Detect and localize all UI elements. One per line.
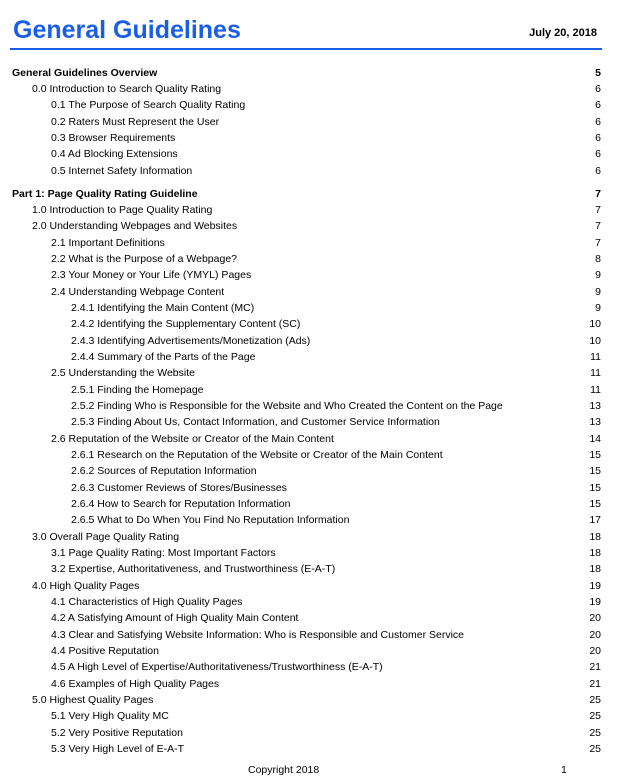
document-header: [13, 14, 601, 46]
toc-entry[interactable]: [51, 146, 601, 162]
footer-page-number: 1: [561, 764, 567, 776]
toc-entry-title: 2.6.3 Customer Reviews of Stores/Businesses: [71, 482, 287, 494]
toc-entry-page: 21: [589, 661, 601, 673]
toc-entry-page: 18: [589, 547, 601, 559]
toc-entry[interactable]: [71, 333, 601, 349]
toc-entry-page: 15: [589, 498, 601, 510]
toc-entry[interactable]: [71, 316, 601, 332]
toc-entry-page: 6: [595, 99, 601, 111]
toc-entry-page: 19: [589, 596, 601, 608]
toc-entry[interactable]: [51, 594, 601, 610]
toc-entry-page: 13: [589, 416, 601, 428]
toc-entry-title: 4.6 Examples of High Quality Pages: [51, 678, 220, 690]
toc-entry-page: 8: [595, 253, 601, 265]
toc-entry-title: 5.3 Very High Level of E-A-T: [51, 743, 185, 755]
toc-entry[interactable]: [32, 218, 601, 234]
toc-entry-page: 11: [590, 367, 601, 379]
toc-entry-title: 2.6.2 Sources of Reputation Information: [71, 465, 257, 477]
toc-entry-title: 2.4.3 Identifying Advertisements/Monetization (Ads): [71, 335, 311, 347]
toc-entry-title: 3.2 Expertise, Authoritativeness, and Trustworthiness (E-A-T): [51, 563, 336, 575]
toc-entry-title: 3.1 Page Quality Rating: Most Important Factors: [51, 547, 276, 559]
toc-entry-page: 25: [589, 743, 601, 755]
toc-entry[interactable]: [71, 512, 601, 528]
toc-entry-page: 11: [590, 351, 601, 363]
toc-entry-title: 5.2 Very Positive Reputation: [51, 727, 183, 739]
toc-entry-title: 0.1 The Purpose of Search Quality Rating: [51, 99, 246, 111]
toc-entry-page: 13: [589, 400, 601, 412]
toc-entry-title: 0.3 Browser Requirements: [51, 132, 176, 144]
toc-entry[interactable]: [51, 251, 601, 267]
toc-entry[interactable]: [51, 627, 601, 643]
toc-entry-title: 2.6.4 How to Search for Reputation Information: [71, 498, 291, 510]
toc-entry[interactable]: [71, 349, 601, 365]
toc-entry-title: 2.4 Understanding Webpage Content: [51, 286, 225, 298]
toc-entry-page: 19: [589, 580, 601, 592]
toc-entry-page: 20: [589, 629, 601, 641]
toc-entry-page: 9: [595, 286, 601, 298]
toc-entry-title: General Guidelines Overview: [12, 67, 158, 79]
toc-entry-title: 5.1 Very High Quality MC: [51, 710, 169, 722]
toc-entry[interactable]: [32, 202, 601, 218]
toc-entry-page: 6: [595, 148, 601, 160]
toc-entry[interactable]: [51, 708, 601, 724]
toc-entry-title: 5.0 Highest Quality Pages: [32, 694, 154, 706]
toc-entry-page: 21: [589, 678, 601, 690]
document-date: July 20, 2018: [529, 27, 597, 39]
toc-entry-title: Part 1: Page Quality Rating Guideline: [12, 188, 198, 200]
toc-entry-title: 2.5.2 Finding Who is Responsible for the Website and Who Created the Content on the Page: [71, 400, 503, 412]
toc-entry[interactable]: [71, 480, 601, 496]
toc-entry-title: 2.2 What is the Purpose of a Webpage?: [51, 253, 238, 265]
toc-entry-page: 6: [595, 132, 601, 144]
toc-entry[interactable]: [71, 463, 601, 479]
toc-entry[interactable]: [32, 81, 601, 97]
document-title: General Guidelines: [13, 16, 241, 44]
toc-entry-page: 18: [589, 531, 601, 543]
toc-entry[interactable]: [71, 382, 601, 398]
toc-entry[interactable]: [71, 414, 601, 430]
toc-entry[interactable]: [51, 643, 601, 659]
toc-entry[interactable]: [51, 431, 601, 447]
toc-entry-page: 7: [595, 188, 601, 200]
toc-entry-page: 20: [589, 645, 601, 657]
toc-entry[interactable]: [51, 365, 601, 381]
toc-entry-page: 20: [589, 612, 601, 624]
toc-entry-title: 1.0 Introduction to Page Quality Rating: [32, 204, 213, 216]
toc-entry-title: 2.4.1 Identifying the Main Content (MC): [71, 302, 255, 314]
toc-entry[interactable]: [32, 692, 601, 708]
toc-entry[interactable]: [51, 114, 601, 130]
toc-entry-page: 18: [589, 563, 601, 575]
toc-entry-title: 0.5 Internet Safety Information: [51, 165, 193, 177]
toc-entry-title: 4.2 A Satisfying Amount of High Quality Main Content: [51, 612, 299, 624]
toc-entry-title: 4.3 Clear and Satisfying Website Information: Who is Responsible and Customer Service: [51, 629, 465, 641]
toc-entry[interactable]: [51, 267, 601, 283]
toc-entry-title: 2.5 Understanding the Website: [51, 367, 195, 379]
toc-entry-page: 15: [589, 449, 601, 461]
toc-entry-page: 6: [595, 116, 601, 128]
toc-entry-title: 3.0 Overall Page Quality Rating: [32, 531, 180, 543]
toc-entry-page: 9: [595, 302, 601, 314]
toc-entry-page: 11: [590, 384, 601, 396]
toc-entry-page: 10: [589, 318, 601, 330]
toc-entry[interactable]: [71, 447, 601, 463]
header-rule: [10, 48, 602, 50]
toc-entry[interactable]: [51, 130, 601, 146]
toc-entry-title: 0.0 Introduction to Search Quality Rating: [32, 83, 222, 95]
toc-entry-title: 2.3 Your Money or Your Life (YMYL) Pages: [51, 269, 252, 281]
toc-entry-page: 25: [589, 727, 601, 739]
toc-entry-page: 17: [589, 514, 601, 526]
toc-entry-title: 0.4 Ad Blocking Extensions: [51, 148, 178, 160]
toc-entry[interactable]: [51, 741, 601, 757]
toc-entry-page: 7: [595, 237, 601, 249]
toc-entry[interactable]: [51, 676, 601, 692]
toc-entry-title: 4.5 A High Level of Expertise/Authoritativeness/Trustworthiness (E-A-T): [51, 661, 383, 673]
toc-entry[interactable]: [51, 659, 601, 675]
toc-entry-page: 9: [595, 269, 601, 281]
toc-entry-title: 4.1 Characteristics of High Quality Pages: [51, 596, 243, 608]
toc-entry[interactable]: [51, 97, 601, 113]
toc-entry-page: 10: [589, 335, 601, 347]
toc-entry-page: 6: [595, 83, 601, 95]
toc-entry[interactable]: [51, 235, 601, 251]
toc-entry[interactable]: [51, 610, 601, 626]
toc-entry-title: 2.5.3 Finding About Us, Contact Information, and Customer Service Information: [71, 416, 440, 428]
toc-entry[interactable]: [51, 163, 601, 179]
toc-entry[interactable]: [71, 496, 601, 512]
toc-entry[interactable]: [71, 300, 601, 316]
toc-entry-page: 5: [595, 67, 601, 79]
toc-entry-page: 14: [589, 433, 601, 445]
toc-entry[interactable]: [32, 529, 601, 545]
toc-entry-title: 2.4.4 Summary of the Parts of the Page: [71, 351, 256, 363]
toc-entry-page: 15: [589, 482, 601, 494]
toc-entry[interactable]: [32, 578, 601, 594]
toc-entry[interactable]: [71, 398, 601, 414]
toc-entry[interactable]: [51, 561, 601, 577]
toc-entry-page: 25: [589, 710, 601, 722]
toc-entry-title: 0.2 Raters Must Represent the User: [51, 116, 220, 128]
toc-entry-title: 2.6.5 What to Do When You Find No Reputation Information: [71, 514, 350, 526]
toc-entry[interactable]: [12, 186, 601, 202]
toc-entry-page: 7: [595, 220, 601, 232]
toc-entry-page: 7: [595, 204, 601, 216]
toc-entry-title: 2.6.1 Research on the Reputation of the Website or Creator of the Main Content: [71, 449, 443, 461]
toc-entry-page: 15: [589, 465, 601, 477]
toc-entry-title: 2.5.1 Finding the Homepage: [71, 384, 204, 396]
toc-entry-title: 4.0 High Quality Pages: [32, 580, 140, 592]
toc-entry-title: 2.1 Important Definitions: [51, 237, 165, 249]
toc-entry[interactable]: [51, 545, 601, 561]
toc-entry[interactable]: [12, 65, 601, 81]
toc-entry[interactable]: [51, 284, 601, 300]
toc-entry[interactable]: [51, 725, 601, 741]
toc-entry-title: 2.4.2 Identifying the Supplementary Content (SC): [71, 318, 301, 330]
footer-copyright: Copyright 2018: [248, 764, 320, 776]
toc-entry-page: 6: [595, 165, 601, 177]
toc-entry-page: 25: [589, 694, 601, 706]
toc-entry-title: 2.6 Reputation of the Website or Creator of the Main Content: [51, 433, 334, 445]
toc-entry-title: 4.4 Positive Reputation: [51, 645, 159, 657]
toc-entry-title: 2.0 Understanding Webpages and Websites: [32, 220, 238, 232]
